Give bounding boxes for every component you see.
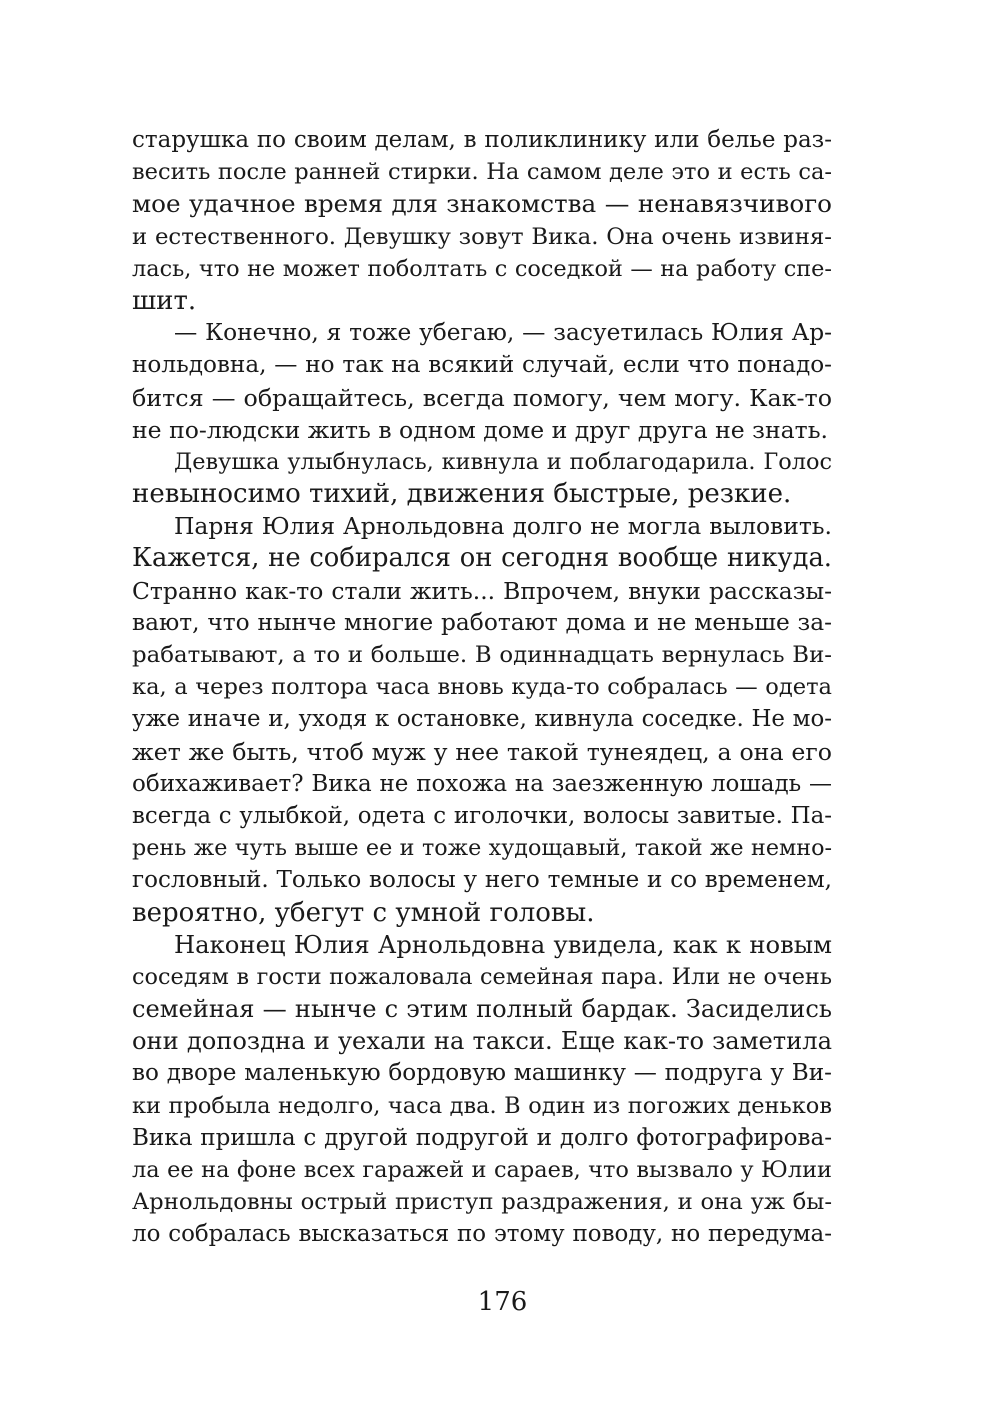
text-line: бится — обращайтесь, всегда помогу, чем могу. Как-то <box>132 383 832 412</box>
text-line: — Конечно, я тоже убегаю, — засуетилась Юлия Ар- <box>174 319 832 347</box>
text-line: соседям в гости пожаловала семейная пара. Или не очень <box>132 963 832 990</box>
text-line: всегда с улыбкой, одета с иголочки, волосы завитые. Па- <box>132 802 832 829</box>
text-line: рабатывают, а то и больше. В одиннадцать вернулась Ви- <box>132 642 832 668</box>
text-line: мое удачное время для знакомства — ненавязчивого <box>132 189 832 219</box>
text-line: гословный. Только волосы у него темные и со временем, <box>132 867 832 894</box>
page-number: 176 <box>477 1287 528 1317</box>
text-line: ла ее на фоне всех гаражей и сараев, что вызвало у Юлии <box>132 1157 832 1183</box>
text-line: уже иначе и, уходя к остановке, кивнула соседке. Не мо- <box>132 706 832 733</box>
text-line: невыносимо тихий, движения быстрые, резкие. <box>132 479 792 510</box>
text-line: жет же быть, чтоб муж у нее такой тунеядец, а она его <box>132 737 832 766</box>
text-line: вают, что нынче многие работают дома и не меньше за- <box>132 608 832 636</box>
text-line: семейная — нынче с этим полный бардак. Засиделись <box>132 995 832 1024</box>
text-line: шит. <box>132 285 197 316</box>
text-line: обихаживает? Вика не похожа на заезженную лошадь — <box>132 770 832 797</box>
text-line: ки пробыла недолго, часа два. В один из погожих деньков <box>132 1092 832 1119</box>
text-line: ка, а через полтора часа вновь куда-то собралась — одета <box>132 674 832 701</box>
text-line: Парня Юлия Арнольдовна долго не могла выловить. <box>174 512 832 541</box>
text-line: Арнольдовны острый приступ раздражения, и она уж бы- <box>132 1189 832 1216</box>
text-line: Наконец Юлия Арнольдовна увидела, как к новым <box>174 929 832 959</box>
text-line: весить после ранней стирки. На самом деле это и есть са- <box>132 159 832 186</box>
text-line: они допоздна и уехали на такси. Еще как-то заметила <box>132 1027 832 1056</box>
text-line: Кажется, не собирался он сегодня вообще никуда. <box>132 543 832 574</box>
text-line: старушка по своим делам, в поликлинику или белье раз- <box>132 127 832 153</box>
text-line: Вика пришла с другой подругой и долго фотографирова- <box>132 1124 832 1151</box>
text-line: не по-людски жить в одном доме и друг друга не знать. <box>132 415 828 444</box>
text-line: рень же чуть выше ее и тоже худощавый, такой же немно- <box>132 835 832 862</box>
text-line: Девушка улыбнулась, кивнула и поблагодарила. Голос <box>174 448 832 475</box>
text-line: Странно как-то стали жить... Впрочем, внуки рассказы- <box>132 576 832 605</box>
text-line: нольдовна, — но так на всякий случай, если что понадо- <box>132 352 832 379</box>
text-line: ло собралась высказаться по этому поводу, но передума- <box>132 1221 832 1248</box>
text-line: и естественного. Девушку зовут Вика. Она очень извиня- <box>132 223 832 250</box>
text-line: во дворе маленькую бордовую машинку — подруга у Ви- <box>132 1060 832 1087</box>
body-text <box>132 124 832 1251</box>
text-line: лась, что не может поболтать с соседкой — на работу спе- <box>132 255 832 282</box>
text-line: вероятно, убегут с умной головы. <box>132 897 595 928</box>
